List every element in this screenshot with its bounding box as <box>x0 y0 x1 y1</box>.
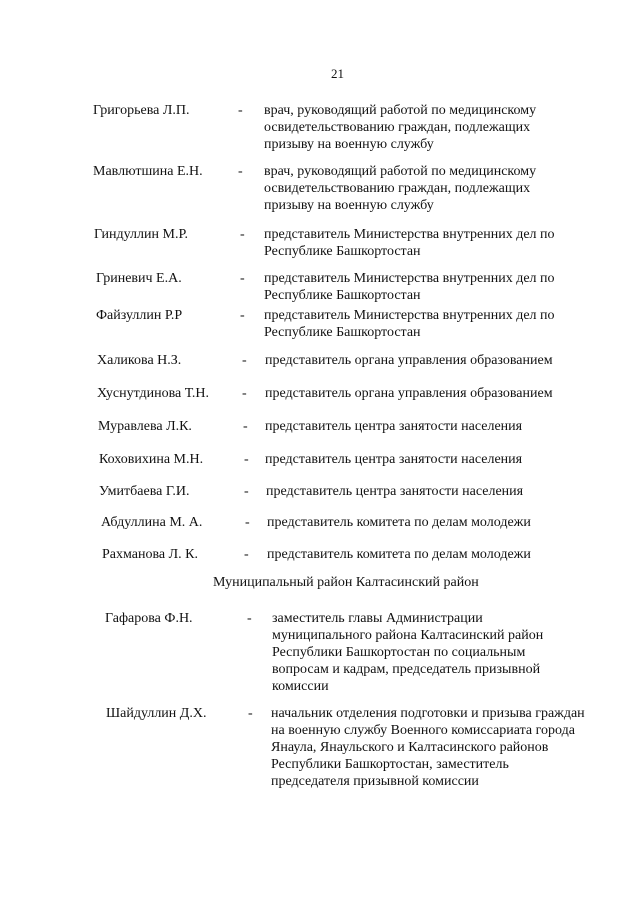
member-role-line: начальник отделения подготовки и призыва граждан <box>271 706 585 721</box>
member-role-line: Республике Башкортостан <box>264 288 421 303</box>
section-heading: Муниципальный район Калтасинский район <box>213 575 479 590</box>
member-role-line: Янаула, Янаульского и Калтасинского районов <box>271 740 549 755</box>
member-name: Григорьева Л.П. <box>93 103 190 118</box>
member-name: Коховихина М.Н. <box>99 452 204 467</box>
member-name: Мавлютшина Е.Н. <box>93 164 203 179</box>
member-name: Умитбаева Г.И. <box>99 484 190 499</box>
member-role-line: комиссии <box>272 679 329 694</box>
member-dash: - <box>245 515 250 530</box>
member-role-line: представитель органа управления образованием <box>265 353 553 368</box>
member-role-line: призыву на военную службу <box>264 137 434 152</box>
member-role-line: представитель комитета по делам молодежи <box>267 547 531 562</box>
member-name: Халикова Н.З. <box>97 353 182 368</box>
member-role-line: врач, руководящий работой по медицинскому <box>264 164 537 179</box>
member-dash: - <box>238 103 243 118</box>
member-role-line: заместитель главы Администрации <box>272 611 483 626</box>
member-dash: - <box>244 484 249 499</box>
member-dash: - <box>244 547 249 562</box>
member-role-line: Республики Башкортостан по социальным <box>272 645 526 660</box>
member-role-line: представитель центра занятости населения <box>265 452 523 467</box>
member-dash: - <box>242 353 247 368</box>
member-role-line: председателя призывной комиссии <box>271 774 479 789</box>
member-dash: - <box>238 164 243 179</box>
member-role-line: представитель центра занятости населения <box>265 419 523 434</box>
member-role-line: представитель центра занятости населения <box>266 484 524 499</box>
member-dash: - <box>244 452 249 467</box>
member-role-line: муниципального района Калтасинский район <box>272 628 544 643</box>
member-dash: - <box>240 271 245 286</box>
member-role-line: представитель Министерства внутренних дел по <box>264 308 555 323</box>
page-number: 21 <box>331 66 344 81</box>
member-role-line: освидетельствованию граждан, подлежащих <box>264 181 531 196</box>
member-role-line: призыву на военную службу <box>264 198 434 213</box>
member-name: Гриневич Е.А. <box>96 271 182 286</box>
member-role-line: освидетельствованию граждан, подлежащих <box>264 120 531 135</box>
member-name: Рахманова Л. К. <box>102 547 198 562</box>
member-name: Шайдуллин Д.Х. <box>106 706 207 721</box>
member-name: Абдуллина М. А. <box>101 515 203 530</box>
member-role-line: вопросам и кадрам, председатель призывной <box>272 662 541 677</box>
member-dash: - <box>240 308 245 323</box>
member-role-line: представитель органа управления образованием <box>265 386 553 401</box>
member-name: Гафарова Ф.Н. <box>105 611 193 626</box>
member-role-line: представитель комитета по делам молодежи <box>267 515 531 530</box>
member-role-line: на военную службу Военного комиссариата города <box>271 723 575 738</box>
member-role-line: Республики Башкортостан, заместитель <box>271 757 509 772</box>
member-name: Гиндуллин М.Р. <box>94 227 188 242</box>
member-dash: - <box>243 419 248 434</box>
member-role-line: представитель Министерства внутренних дел по <box>264 227 555 242</box>
member-name: Хуснутдинова Т.Н. <box>97 386 210 401</box>
member-name: Файзуллин Р.Р <box>96 308 183 323</box>
member-role-line: Республике Башкортостан <box>264 244 421 259</box>
member-dash: - <box>247 611 252 626</box>
member-role-line: представитель Министерства внутренних дел по <box>264 271 555 286</box>
member-dash: - <box>248 706 253 721</box>
member-dash: - <box>240 227 245 242</box>
member-dash: - <box>242 386 247 401</box>
member-role-line: Республике Башкортостан <box>264 325 421 340</box>
member-role-line: врач, руководящий работой по медицинскому <box>264 103 537 118</box>
member-name: Муравлева Л.К. <box>98 419 192 434</box>
